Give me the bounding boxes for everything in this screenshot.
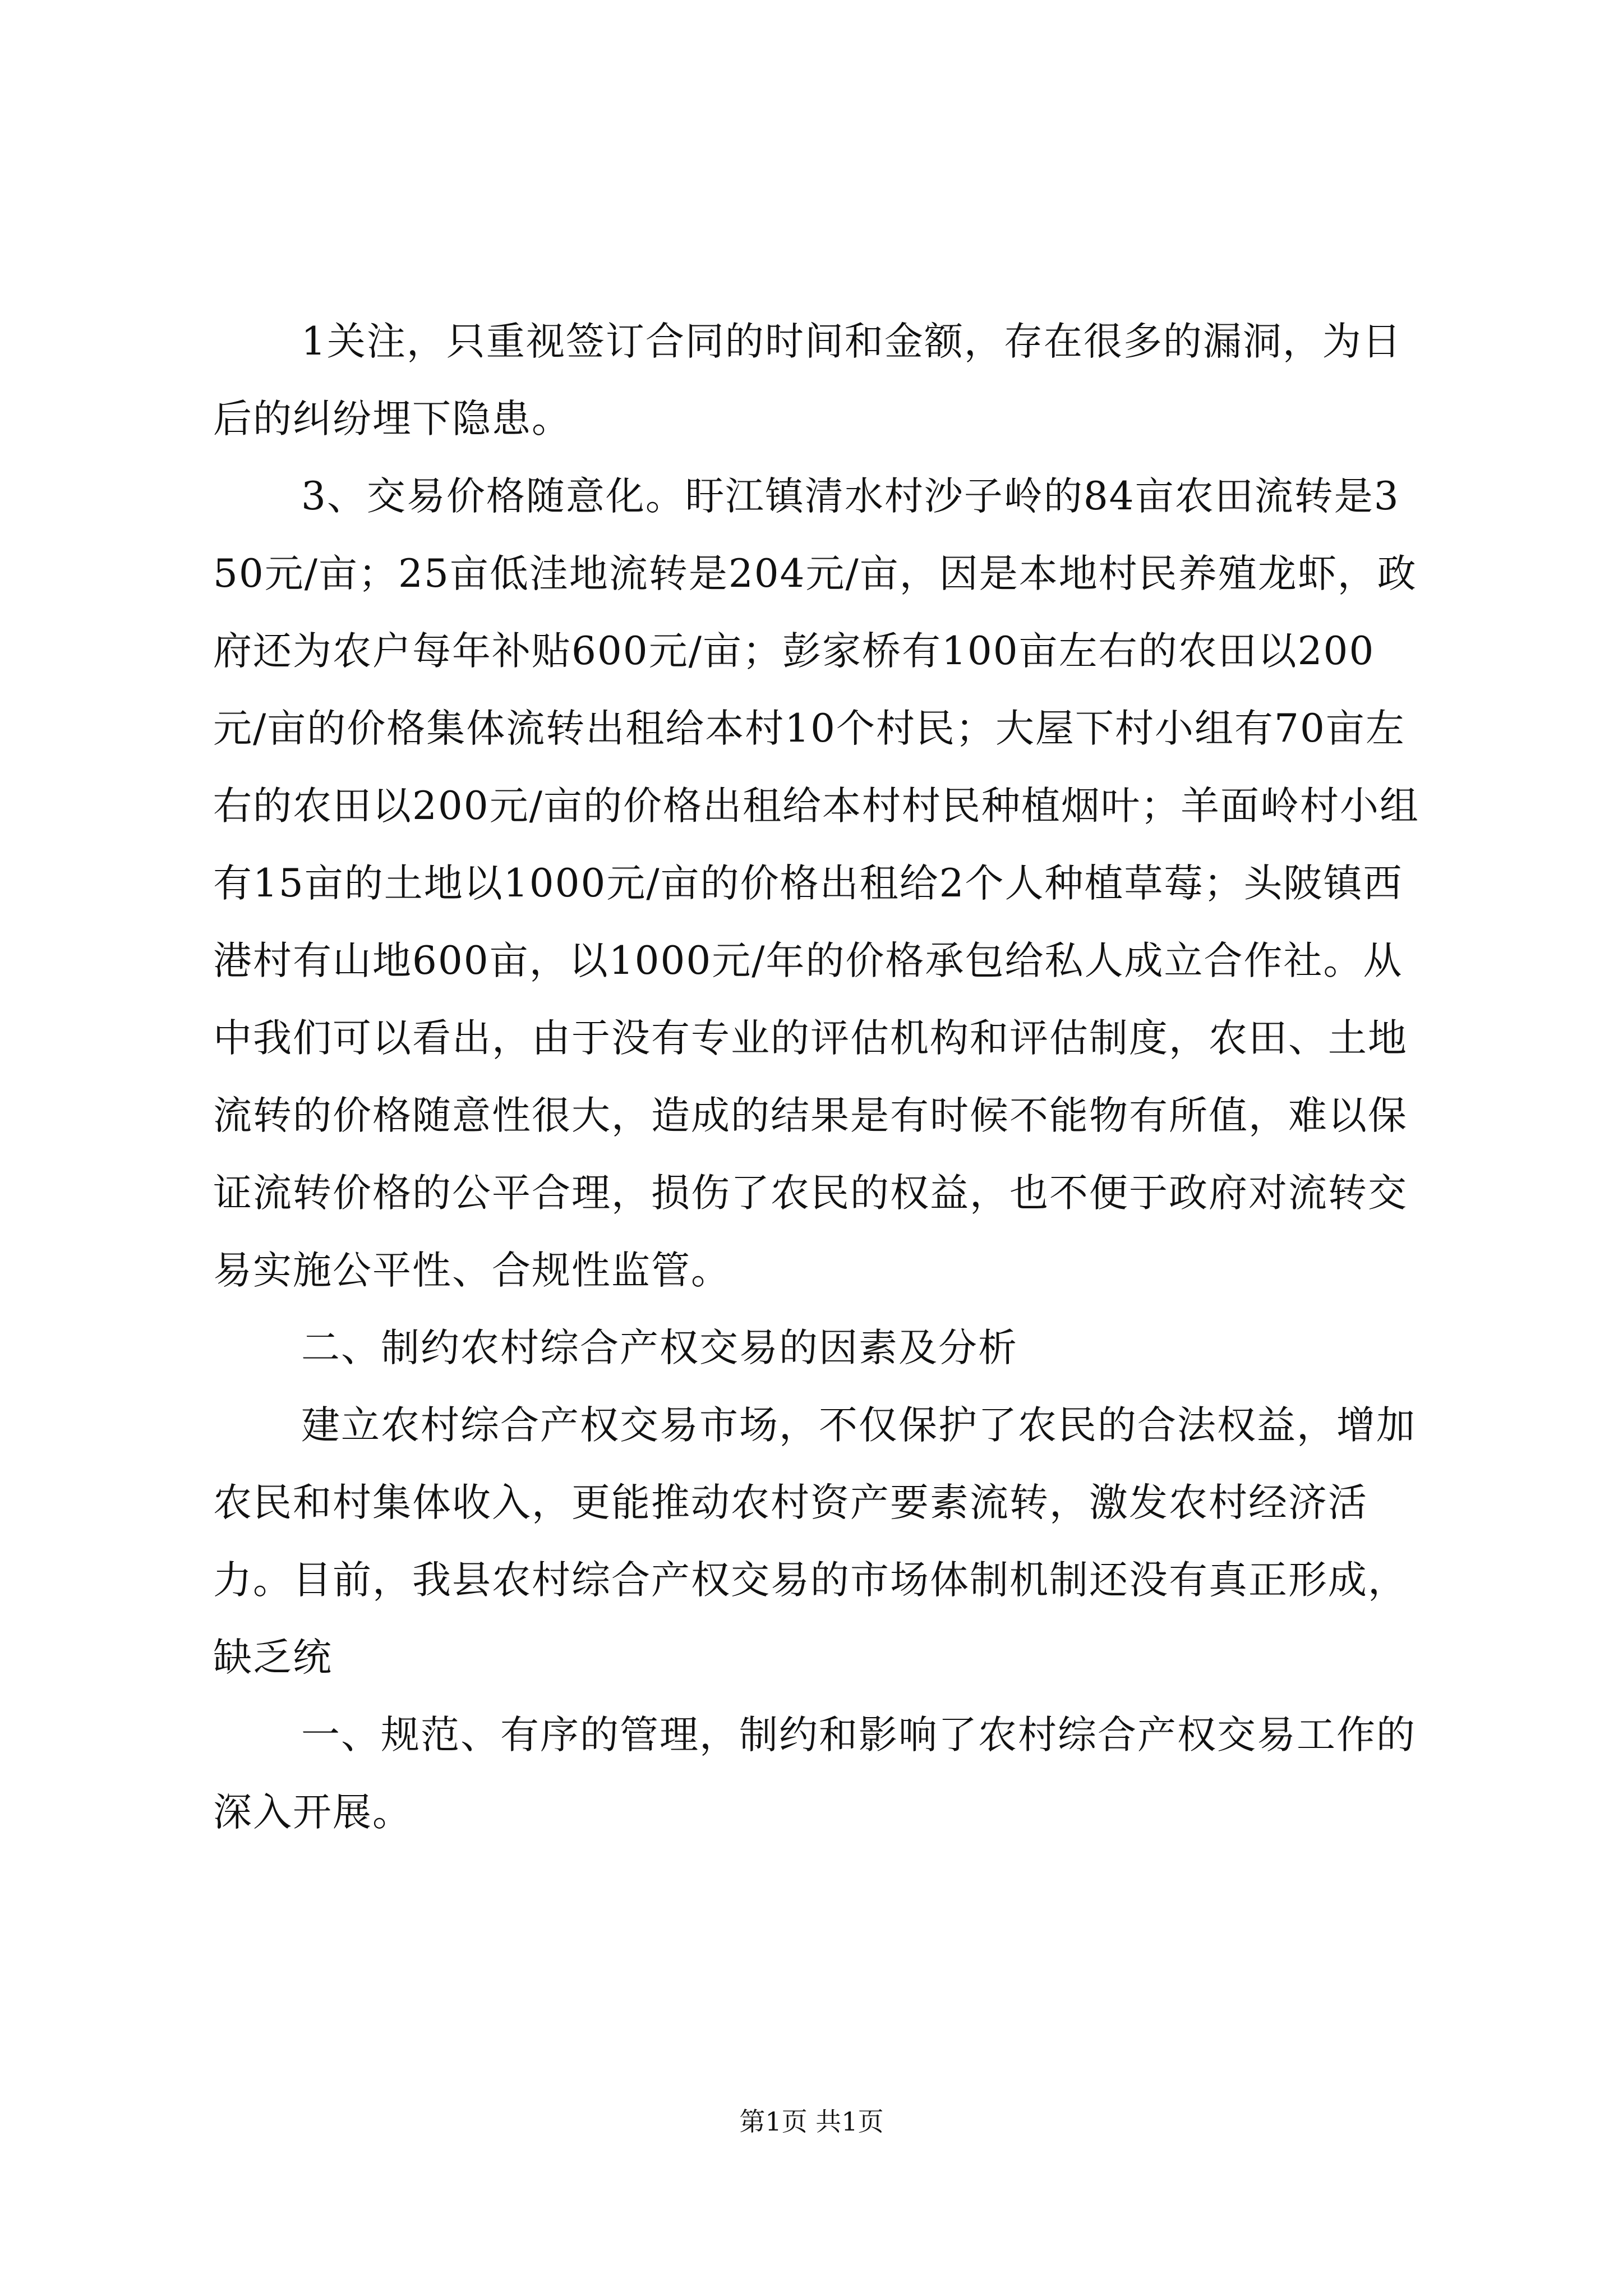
page-number-footer: 第1页 共1页 <box>739 2106 884 2137</box>
paragraph-price-arbitrariness: 3、交易价格随意化。盱江镇清水村沙子岭的84亩农田流转是350元/亩；25亩低洼地流转是204元/亩，因是本地村民养殖龙虾，政府还为农户每年补贴600元/亩；彭家桥有100亩左右的农田以200元/亩的价格集体流转出租给本村10个村民；大屋下村小组有70亩左右的农田以200元/亩的价格出租给本村村民种植烟叶；羊面岭村小组有15亩的土地以1000元/亩的价格出租给2个人种植草莓；头陂镇西港村有山地600亩，以1000元/年的价格承包给私人成立合作社。从中我们可以看出，由于没有专业的评估机构和评估制度，农田、土地流转的价格随意性很大，造成的结果是有时候不能物有所值，难以保证流转价格的公平合理，损伤了农民的权益，也不便于政府对流转交易实施公平性、合规性监管。 <box>213 474 1419 1293</box>
paragraph-market-establishment: 建立农村综合产权交易市场，不仅保护了农民的合法权益，增加农民和村集体收入，更能推动农村资产要素流转，激发农村经济活力。目前，我县农村综合产权交易的市场体制机制还没有真正形成，缺乏统 <box>213 1403 1416 1680</box>
paragraph-management-constraint: 一、规范、有序的管理，制约和影响了农村综合产权交易工作的深入开展。 <box>213 1713 1416 1835</box>
section-heading-constraints: 二、制约农村综合产权交易的因素及分析 <box>301 1326 1018 1370</box>
document-body <box>213 303 1424 1851</box>
paragraph-contract-loopholes: 1关注，只重视签订合同的时间和金额，存在很多的漏洞，为日后的纠纷埋下隐患。 <box>213 319 1402 441</box>
